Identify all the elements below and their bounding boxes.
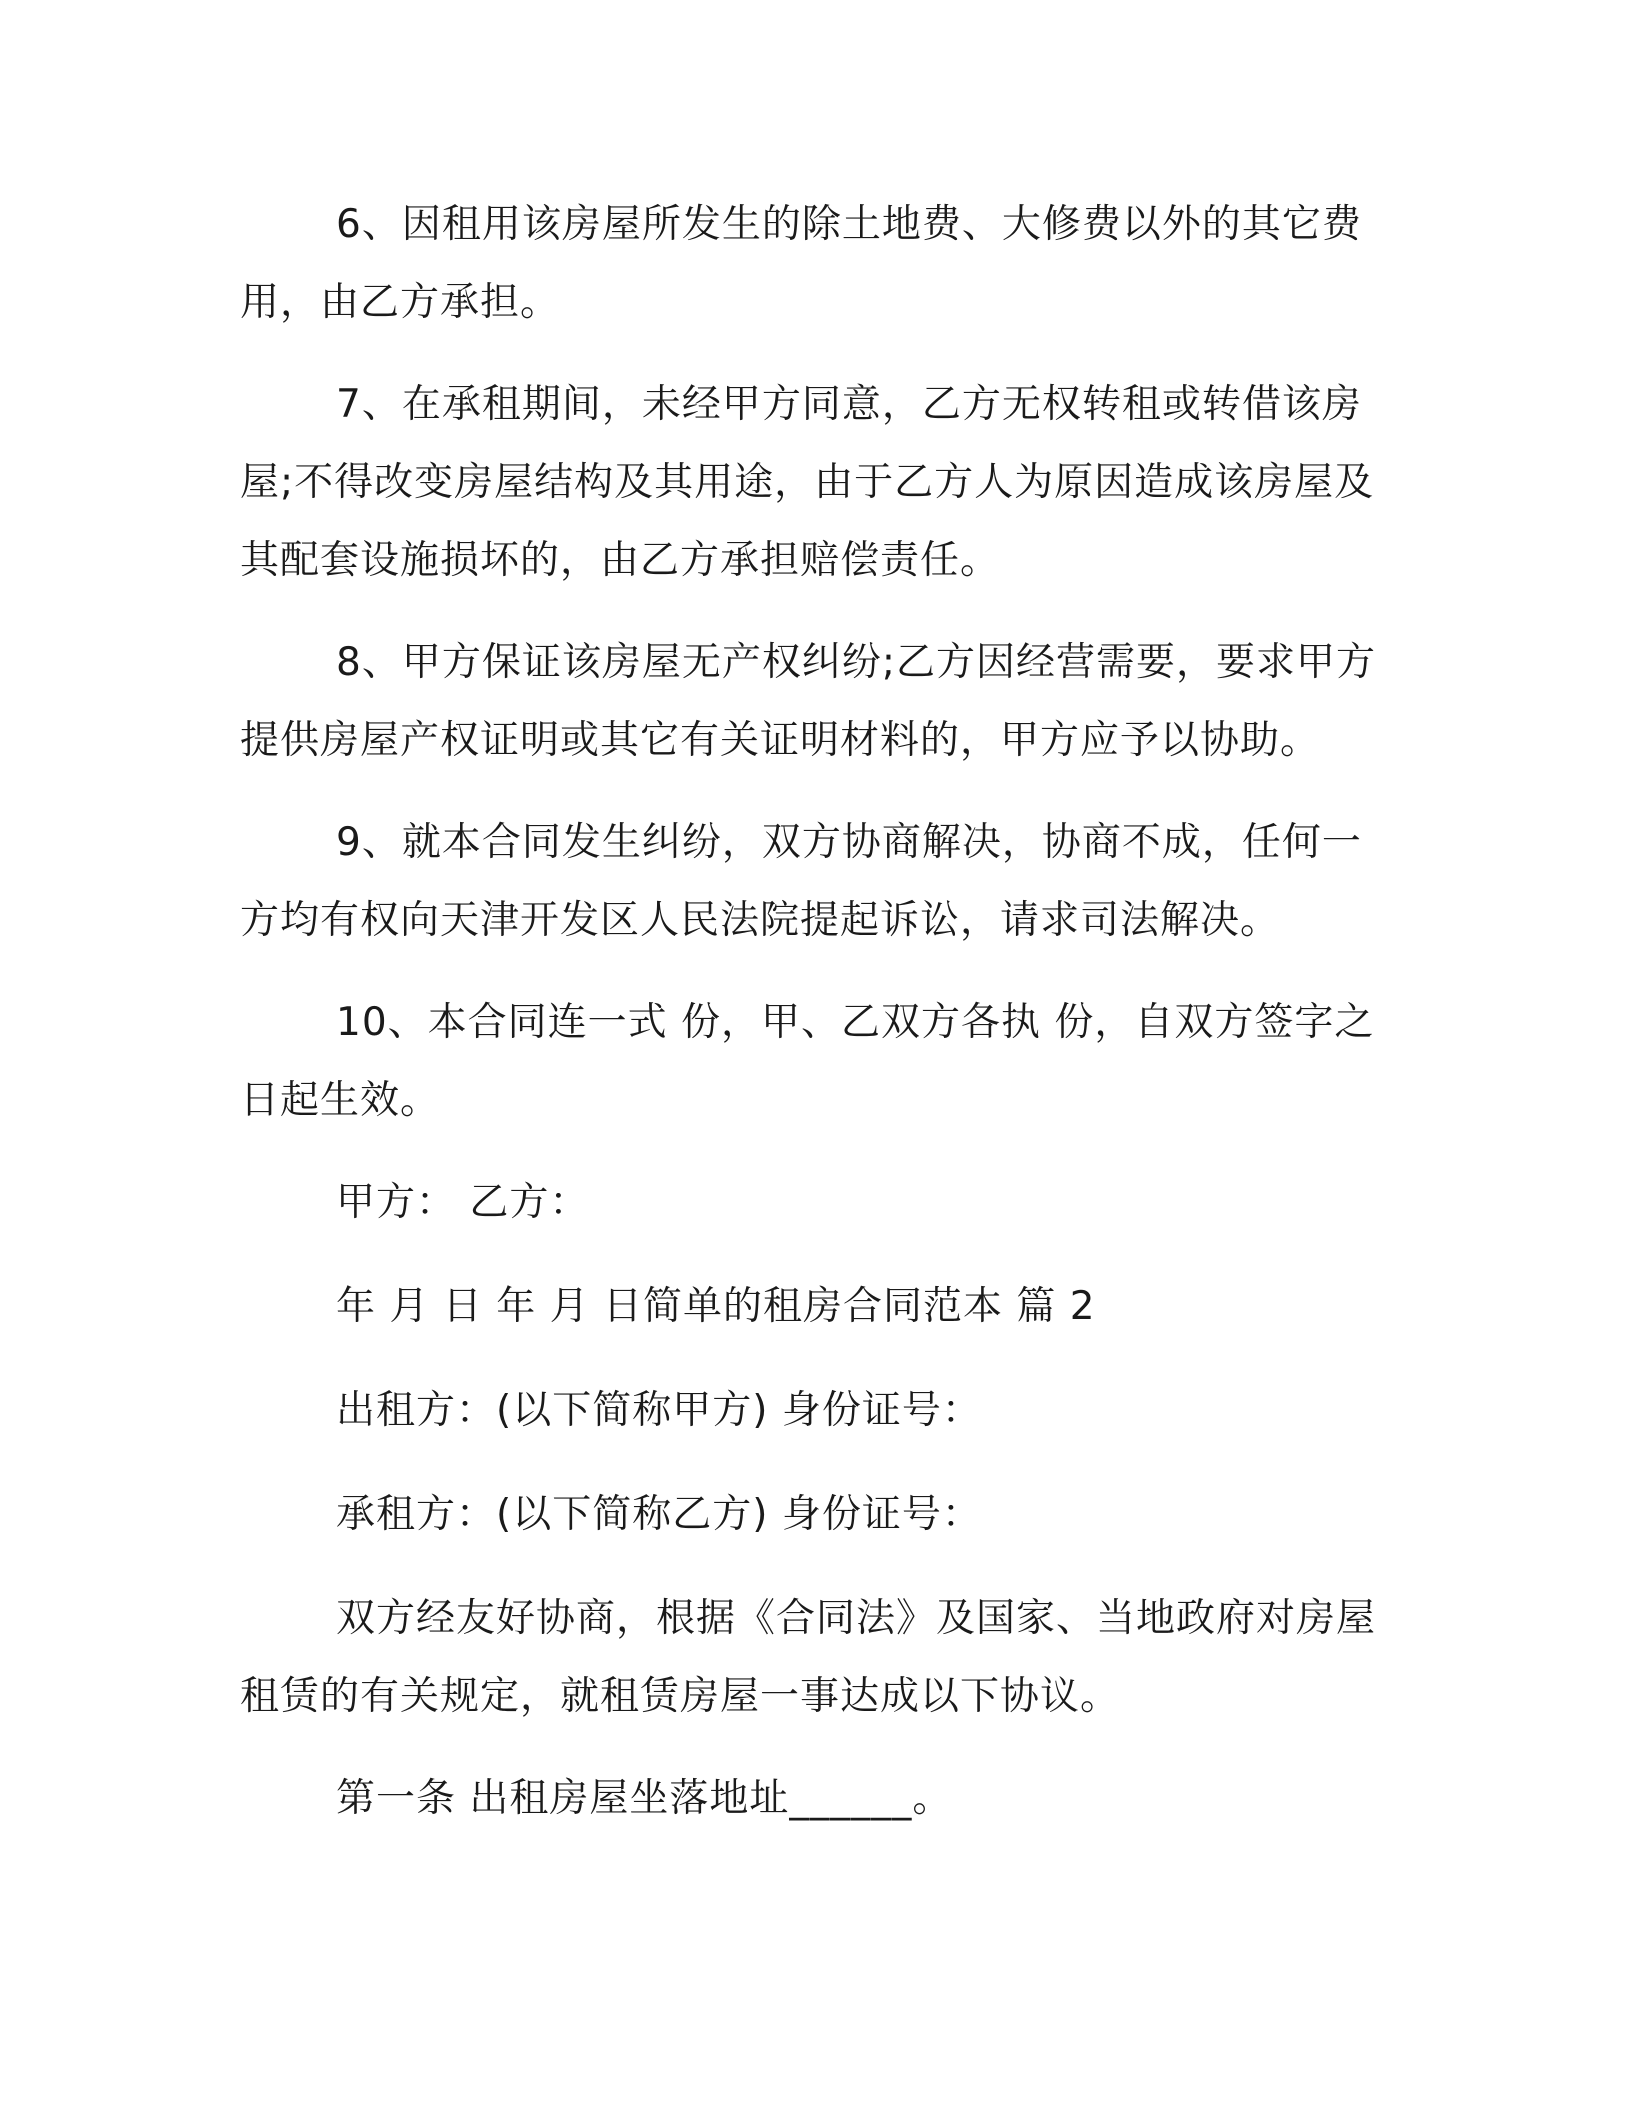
clause-7: 7、在承租期间，未经甲方同意，乙方无权转租或转借该房屋;不得改变房屋结构及其用途，由于乙方人为原因造成该房屋及其配套设施损坏的，由乙方承担赔偿责任。 <box>240 382 1375 583</box>
clause-8: 8、甲方保证该房屋无产权纠纷;乙方因经营需要，要求甲方提供房屋产权证明或其它有关证明材料的，甲方应予以协助。 <box>240 640 1376 763</box>
date-and-section-title: 年 月 日 年 月 日简单的租房合同范本 篇 2 <box>336 1284 1096 1329</box>
clause-6: 6、因租用该房屋所发生的除土地费、大修费以外的其它费用，由乙方承担。 <box>240 202 1362 325</box>
agreement-intro: 双方经友好协商，根据《合同法》及国家、当地政府对房屋租赁的有关规定，就租赁房屋一事达成以下协议。 <box>240 1596 1377 1719</box>
signature-parties: 甲方： 乙方： <box>336 1180 590 1225</box>
lessee-line: 承租方：(以下简称乙方) 身份证号： <box>336 1492 982 1537</box>
lessor-line: 出租方：(以下简称甲方) 身份证号： <box>336 1388 982 1433</box>
article-1: 第一条 出租房屋坐落地址______。 <box>336 1776 953 1821</box>
clause-10: 10、本合同连一式 份，甲、乙双方各执 份，自双方签字之日起生效。 <box>240 1000 1375 1123</box>
clause-9: 9、就本合同发生纠纷，双方协商解决，协商不成，任何一方均有权向天津开发区人民法院提起诉讼，请求司法解决。 <box>240 820 1362 943</box>
document-body <box>240 186 1390 1838</box>
